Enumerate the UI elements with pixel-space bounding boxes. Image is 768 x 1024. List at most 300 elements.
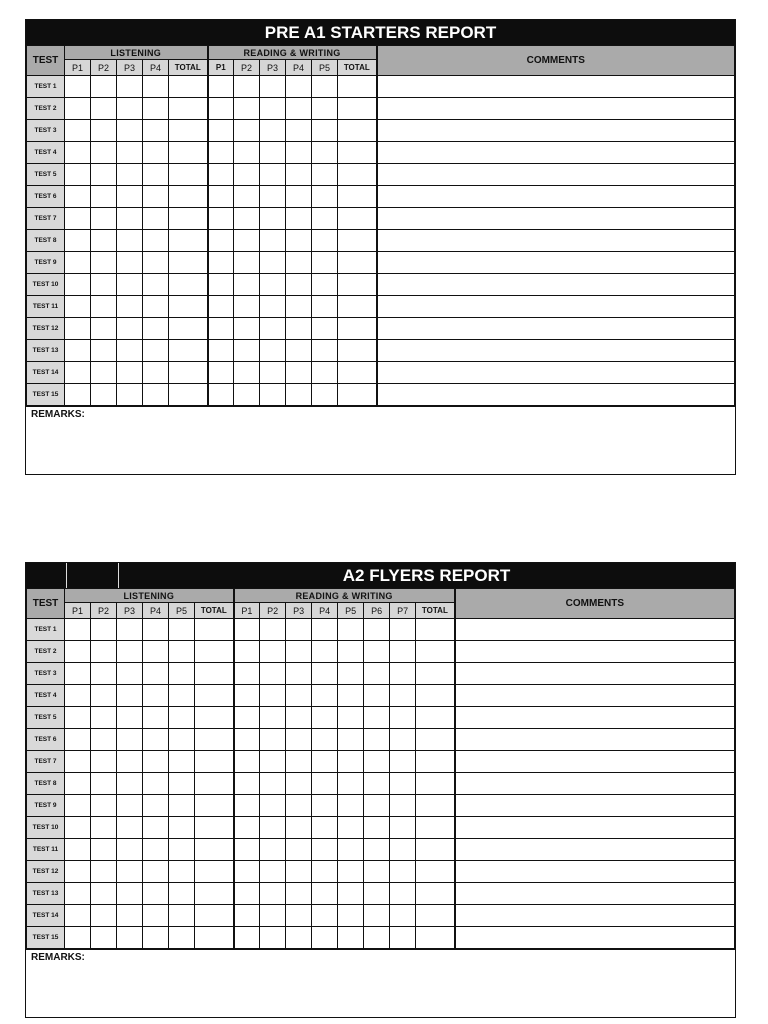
score-cell[interactable] bbox=[143, 663, 169, 685]
score-cell[interactable] bbox=[65, 186, 91, 208]
score-cell[interactable] bbox=[143, 98, 169, 120]
score-cell[interactable] bbox=[117, 751, 143, 773]
score-cell[interactable] bbox=[91, 751, 117, 773]
score-cell[interactable] bbox=[390, 663, 416, 685]
score-cell[interactable] bbox=[286, 362, 312, 384]
score-cell[interactable] bbox=[143, 905, 169, 927]
score-cell[interactable] bbox=[286, 384, 312, 406]
score-cell[interactable] bbox=[338, 274, 377, 296]
score-cell[interactable] bbox=[117, 120, 143, 142]
score-cell[interactable] bbox=[286, 685, 312, 707]
comment-cell[interactable] bbox=[455, 861, 735, 883]
score-cell[interactable] bbox=[65, 274, 91, 296]
score-cell[interactable] bbox=[91, 76, 117, 98]
score-cell[interactable] bbox=[169, 861, 195, 883]
score-cell[interactable] bbox=[91, 839, 117, 861]
score-cell[interactable] bbox=[260, 164, 286, 186]
score-cell[interactable] bbox=[286, 795, 312, 817]
score-cell[interactable] bbox=[338, 318, 377, 340]
comment-cell[interactable] bbox=[455, 663, 735, 685]
score-cell[interactable] bbox=[234, 186, 260, 208]
score-cell[interactable] bbox=[65, 663, 91, 685]
score-cell[interactable] bbox=[91, 883, 117, 905]
score-cell[interactable] bbox=[234, 927, 260, 949]
score-cell[interactable] bbox=[416, 927, 455, 949]
score-cell[interactable] bbox=[208, 208, 234, 230]
score-cell[interactable] bbox=[234, 685, 260, 707]
comment-cell[interactable] bbox=[377, 98, 735, 120]
score-cell[interactable] bbox=[260, 861, 286, 883]
score-cell[interactable] bbox=[117, 927, 143, 949]
score-cell[interactable] bbox=[91, 186, 117, 208]
comment-cell[interactable] bbox=[455, 795, 735, 817]
score-cell[interactable] bbox=[117, 905, 143, 927]
score-cell[interactable] bbox=[143, 76, 169, 98]
score-cell[interactable] bbox=[208, 98, 234, 120]
score-cell[interactable] bbox=[364, 707, 390, 729]
score-cell[interactable] bbox=[260, 707, 286, 729]
score-cell[interactable] bbox=[312, 318, 338, 340]
score-cell[interactable] bbox=[260, 318, 286, 340]
score-cell[interactable] bbox=[390, 751, 416, 773]
score-cell[interactable] bbox=[234, 230, 260, 252]
score-cell[interactable] bbox=[169, 186, 208, 208]
score-cell[interactable] bbox=[117, 795, 143, 817]
score-cell[interactable] bbox=[169, 230, 208, 252]
score-cell[interactable] bbox=[234, 76, 260, 98]
score-cell[interactable] bbox=[234, 142, 260, 164]
comment-cell[interactable] bbox=[455, 927, 735, 949]
score-cell[interactable] bbox=[286, 817, 312, 839]
score-cell[interactable] bbox=[390, 773, 416, 795]
score-cell[interactable] bbox=[117, 362, 143, 384]
score-cell[interactable] bbox=[286, 751, 312, 773]
score-cell[interactable] bbox=[338, 685, 364, 707]
score-cell[interactable] bbox=[312, 186, 338, 208]
score-cell[interactable] bbox=[338, 839, 364, 861]
score-cell[interactable] bbox=[143, 362, 169, 384]
score-cell[interactable] bbox=[195, 751, 234, 773]
score-cell[interactable] bbox=[169, 362, 208, 384]
score-cell[interactable] bbox=[338, 76, 377, 98]
score-cell[interactable] bbox=[286, 773, 312, 795]
comment-cell[interactable] bbox=[377, 76, 735, 98]
score-cell[interactable] bbox=[195, 619, 234, 641]
score-cell[interactable] bbox=[364, 641, 390, 663]
score-cell[interactable] bbox=[91, 274, 117, 296]
score-cell[interactable] bbox=[312, 707, 338, 729]
score-cell[interactable] bbox=[169, 795, 195, 817]
score-cell[interactable] bbox=[234, 208, 260, 230]
score-cell[interactable] bbox=[416, 861, 455, 883]
score-cell[interactable] bbox=[338, 230, 377, 252]
score-cell[interactable] bbox=[65, 927, 91, 949]
score-cell[interactable] bbox=[208, 274, 234, 296]
score-cell[interactable] bbox=[312, 619, 338, 641]
score-cell[interactable] bbox=[195, 663, 234, 685]
score-cell[interactable] bbox=[364, 927, 390, 949]
score-cell[interactable] bbox=[234, 839, 260, 861]
score-cell[interactable] bbox=[169, 76, 208, 98]
score-cell[interactable] bbox=[91, 230, 117, 252]
score-cell[interactable] bbox=[312, 817, 338, 839]
score-cell[interactable] bbox=[117, 340, 143, 362]
score-cell[interactable] bbox=[91, 318, 117, 340]
score-cell[interactable] bbox=[338, 707, 364, 729]
comment-cell[interactable] bbox=[455, 883, 735, 905]
score-cell[interactable] bbox=[338, 296, 377, 318]
score-cell[interactable] bbox=[390, 641, 416, 663]
score-cell[interactable] bbox=[65, 707, 91, 729]
score-cell[interactable] bbox=[364, 751, 390, 773]
score-cell[interactable] bbox=[65, 142, 91, 164]
score-cell[interactable] bbox=[195, 641, 234, 663]
score-cell[interactable] bbox=[312, 296, 338, 318]
score-cell[interactable] bbox=[260, 729, 286, 751]
score-cell[interactable] bbox=[195, 839, 234, 861]
score-cell[interactable] bbox=[338, 208, 377, 230]
score-cell[interactable] bbox=[143, 773, 169, 795]
comment-cell[interactable] bbox=[455, 839, 735, 861]
score-cell[interactable] bbox=[234, 252, 260, 274]
score-cell[interactable] bbox=[208, 164, 234, 186]
score-cell[interactable] bbox=[143, 707, 169, 729]
score-cell[interactable] bbox=[234, 905, 260, 927]
score-cell[interactable] bbox=[312, 795, 338, 817]
score-cell[interactable] bbox=[286, 927, 312, 949]
score-cell[interactable] bbox=[286, 208, 312, 230]
score-cell[interactable] bbox=[286, 142, 312, 164]
score-cell[interactable] bbox=[234, 362, 260, 384]
score-cell[interactable] bbox=[286, 641, 312, 663]
score-cell[interactable] bbox=[143, 384, 169, 406]
score-cell[interactable] bbox=[312, 98, 338, 120]
score-cell[interactable] bbox=[234, 164, 260, 186]
score-cell[interactable] bbox=[117, 164, 143, 186]
score-cell[interactable] bbox=[195, 861, 234, 883]
score-cell[interactable] bbox=[169, 619, 195, 641]
score-cell[interactable] bbox=[117, 98, 143, 120]
score-cell[interactable] bbox=[286, 120, 312, 142]
score-cell[interactable] bbox=[169, 839, 195, 861]
score-cell[interactable] bbox=[312, 839, 338, 861]
score-cell[interactable] bbox=[91, 795, 117, 817]
score-cell[interactable] bbox=[286, 318, 312, 340]
score-cell[interactable] bbox=[364, 619, 390, 641]
score-cell[interactable] bbox=[260, 296, 286, 318]
score-cell[interactable] bbox=[286, 230, 312, 252]
score-cell[interactable] bbox=[117, 685, 143, 707]
score-cell[interactable] bbox=[65, 296, 91, 318]
score-cell[interactable] bbox=[169, 751, 195, 773]
score-cell[interactable] bbox=[390, 685, 416, 707]
score-cell[interactable] bbox=[65, 773, 91, 795]
score-cell[interactable] bbox=[208, 340, 234, 362]
score-cell[interactable] bbox=[117, 861, 143, 883]
score-cell[interactable] bbox=[312, 641, 338, 663]
score-cell[interactable] bbox=[286, 296, 312, 318]
score-cell[interactable] bbox=[234, 619, 260, 641]
score-cell[interactable] bbox=[390, 795, 416, 817]
score-cell[interactable] bbox=[416, 751, 455, 773]
score-cell[interactable] bbox=[117, 729, 143, 751]
score-cell[interactable] bbox=[169, 142, 208, 164]
score-cell[interactable] bbox=[169, 120, 208, 142]
score-cell[interactable] bbox=[286, 905, 312, 927]
score-cell[interactable] bbox=[364, 861, 390, 883]
score-cell[interactable] bbox=[260, 641, 286, 663]
score-cell[interactable] bbox=[65, 729, 91, 751]
score-cell[interactable] bbox=[143, 230, 169, 252]
score-cell[interactable] bbox=[390, 905, 416, 927]
score-cell[interactable] bbox=[143, 883, 169, 905]
score-cell[interactable] bbox=[65, 252, 91, 274]
score-cell[interactable] bbox=[195, 817, 234, 839]
comment-cell[interactable] bbox=[377, 362, 735, 384]
score-cell[interactable] bbox=[208, 252, 234, 274]
score-cell[interactable] bbox=[416, 773, 455, 795]
score-cell[interactable] bbox=[143, 795, 169, 817]
score-cell[interactable] bbox=[260, 274, 286, 296]
score-cell[interactable] bbox=[143, 751, 169, 773]
score-cell[interactable] bbox=[234, 795, 260, 817]
score-cell[interactable] bbox=[260, 905, 286, 927]
score-cell[interactable] bbox=[208, 296, 234, 318]
score-cell[interactable] bbox=[169, 707, 195, 729]
comment-cell[interactable] bbox=[455, 641, 735, 663]
score-cell[interactable] bbox=[260, 751, 286, 773]
score-cell[interactable] bbox=[390, 817, 416, 839]
score-cell[interactable] bbox=[117, 252, 143, 274]
score-cell[interactable] bbox=[312, 208, 338, 230]
score-cell[interactable] bbox=[286, 729, 312, 751]
score-cell[interactable] bbox=[234, 861, 260, 883]
comment-cell[interactable] bbox=[377, 208, 735, 230]
score-cell[interactable] bbox=[143, 164, 169, 186]
score-cell[interactable] bbox=[117, 817, 143, 839]
score-cell[interactable] bbox=[208, 142, 234, 164]
score-cell[interactable] bbox=[65, 208, 91, 230]
score-cell[interactable] bbox=[286, 164, 312, 186]
score-cell[interactable] bbox=[312, 384, 338, 406]
score-cell[interactable] bbox=[91, 296, 117, 318]
score-cell[interactable] bbox=[143, 729, 169, 751]
score-cell[interactable] bbox=[234, 120, 260, 142]
score-cell[interactable] bbox=[91, 663, 117, 685]
score-cell[interactable] bbox=[208, 384, 234, 406]
score-cell[interactable] bbox=[364, 663, 390, 685]
score-cell[interactable] bbox=[338, 120, 377, 142]
score-cell[interactable] bbox=[117, 296, 143, 318]
score-cell[interactable] bbox=[91, 773, 117, 795]
score-cell[interactable] bbox=[286, 663, 312, 685]
score-cell[interactable] bbox=[338, 883, 364, 905]
score-cell[interactable] bbox=[312, 883, 338, 905]
score-cell[interactable] bbox=[195, 729, 234, 751]
comment-cell[interactable] bbox=[377, 296, 735, 318]
score-cell[interactable] bbox=[234, 817, 260, 839]
score-cell[interactable] bbox=[286, 98, 312, 120]
score-cell[interactable] bbox=[260, 186, 286, 208]
comment-cell[interactable] bbox=[455, 729, 735, 751]
score-cell[interactable] bbox=[338, 340, 377, 362]
score-cell[interactable] bbox=[65, 817, 91, 839]
score-cell[interactable] bbox=[286, 883, 312, 905]
score-cell[interactable] bbox=[195, 905, 234, 927]
score-cell[interactable] bbox=[260, 883, 286, 905]
score-cell[interactable] bbox=[91, 120, 117, 142]
score-cell[interactable] bbox=[260, 384, 286, 406]
score-cell[interactable] bbox=[117, 839, 143, 861]
score-cell[interactable] bbox=[91, 142, 117, 164]
score-cell[interactable] bbox=[260, 340, 286, 362]
score-cell[interactable] bbox=[65, 861, 91, 883]
score-cell[interactable] bbox=[195, 707, 234, 729]
score-cell[interactable] bbox=[169, 252, 208, 274]
score-cell[interactable] bbox=[312, 861, 338, 883]
score-cell[interactable] bbox=[143, 641, 169, 663]
score-cell[interactable] bbox=[312, 905, 338, 927]
score-cell[interactable] bbox=[208, 186, 234, 208]
score-cell[interactable] bbox=[117, 318, 143, 340]
comment-cell[interactable] bbox=[377, 186, 735, 208]
score-cell[interactable] bbox=[364, 685, 390, 707]
score-cell[interactable] bbox=[364, 729, 390, 751]
score-cell[interactable] bbox=[91, 98, 117, 120]
score-cell[interactable] bbox=[91, 252, 117, 274]
score-cell[interactable] bbox=[65, 883, 91, 905]
score-cell[interactable] bbox=[117, 619, 143, 641]
score-cell[interactable] bbox=[91, 817, 117, 839]
score-cell[interactable] bbox=[91, 340, 117, 362]
score-cell[interactable] bbox=[208, 76, 234, 98]
score-cell[interactable] bbox=[260, 927, 286, 949]
comment-cell[interactable] bbox=[455, 751, 735, 773]
score-cell[interactable] bbox=[91, 729, 117, 751]
score-cell[interactable] bbox=[91, 861, 117, 883]
score-cell[interactable] bbox=[65, 619, 91, 641]
score-cell[interactable] bbox=[260, 839, 286, 861]
comment-cell[interactable] bbox=[377, 142, 735, 164]
score-cell[interactable] bbox=[338, 905, 364, 927]
score-cell[interactable] bbox=[312, 362, 338, 384]
score-cell[interactable] bbox=[143, 120, 169, 142]
score-cell[interactable] bbox=[312, 230, 338, 252]
score-cell[interactable] bbox=[260, 230, 286, 252]
score-cell[interactable] bbox=[91, 707, 117, 729]
score-cell[interactable] bbox=[169, 318, 208, 340]
score-cell[interactable] bbox=[286, 274, 312, 296]
score-cell[interactable] bbox=[65, 76, 91, 98]
score-cell[interactable] bbox=[416, 707, 455, 729]
score-cell[interactable] bbox=[390, 619, 416, 641]
score-cell[interactable] bbox=[65, 751, 91, 773]
score-cell[interactable] bbox=[117, 230, 143, 252]
score-cell[interactable] bbox=[65, 362, 91, 384]
comment-cell[interactable] bbox=[455, 707, 735, 729]
score-cell[interactable] bbox=[338, 362, 377, 384]
score-cell[interactable] bbox=[364, 905, 390, 927]
score-cell[interactable] bbox=[169, 641, 195, 663]
score-cell[interactable] bbox=[312, 340, 338, 362]
score-cell[interactable] bbox=[91, 362, 117, 384]
score-cell[interactable] bbox=[91, 619, 117, 641]
score-cell[interactable] bbox=[65, 384, 91, 406]
score-cell[interactable] bbox=[312, 685, 338, 707]
score-cell[interactable] bbox=[338, 729, 364, 751]
score-cell[interactable] bbox=[65, 120, 91, 142]
score-cell[interactable] bbox=[286, 839, 312, 861]
score-cell[interactable] bbox=[312, 773, 338, 795]
score-cell[interactable] bbox=[234, 274, 260, 296]
score-cell[interactable] bbox=[234, 318, 260, 340]
score-cell[interactable] bbox=[65, 905, 91, 927]
score-cell[interactable] bbox=[338, 861, 364, 883]
score-cell[interactable] bbox=[260, 98, 286, 120]
score-cell[interactable] bbox=[143, 927, 169, 949]
score-cell[interactable] bbox=[338, 252, 377, 274]
score-cell[interactable] bbox=[65, 340, 91, 362]
score-cell[interactable] bbox=[416, 729, 455, 751]
comment-cell[interactable] bbox=[377, 340, 735, 362]
score-cell[interactable] bbox=[260, 773, 286, 795]
score-cell[interactable] bbox=[364, 839, 390, 861]
score-cell[interactable] bbox=[169, 274, 208, 296]
score-cell[interactable] bbox=[65, 318, 91, 340]
score-cell[interactable] bbox=[91, 208, 117, 230]
score-cell[interactable] bbox=[338, 773, 364, 795]
score-cell[interactable] bbox=[143, 208, 169, 230]
score-cell[interactable] bbox=[117, 641, 143, 663]
comment-cell[interactable] bbox=[377, 318, 735, 340]
score-cell[interactable] bbox=[169, 98, 208, 120]
comment-cell[interactable] bbox=[377, 164, 735, 186]
score-cell[interactable] bbox=[65, 839, 91, 861]
score-cell[interactable] bbox=[416, 619, 455, 641]
score-cell[interactable] bbox=[117, 186, 143, 208]
score-cell[interactable] bbox=[195, 795, 234, 817]
score-cell[interactable] bbox=[312, 120, 338, 142]
score-cell[interactable] bbox=[390, 883, 416, 905]
score-cell[interactable] bbox=[286, 76, 312, 98]
score-cell[interactable] bbox=[169, 663, 195, 685]
score-cell[interactable] bbox=[169, 883, 195, 905]
score-cell[interactable] bbox=[117, 663, 143, 685]
score-cell[interactable] bbox=[338, 164, 377, 186]
score-cell[interactable] bbox=[169, 927, 195, 949]
score-cell[interactable] bbox=[169, 208, 208, 230]
comment-cell[interactable] bbox=[377, 252, 735, 274]
score-cell[interactable] bbox=[416, 883, 455, 905]
score-cell[interactable] bbox=[169, 164, 208, 186]
score-cell[interactable] bbox=[169, 685, 195, 707]
score-cell[interactable] bbox=[234, 384, 260, 406]
score-cell[interactable] bbox=[143, 861, 169, 883]
score-cell[interactable] bbox=[169, 384, 208, 406]
score-cell[interactable] bbox=[234, 883, 260, 905]
score-cell[interactable] bbox=[65, 164, 91, 186]
score-cell[interactable] bbox=[143, 340, 169, 362]
score-cell[interactable] bbox=[260, 252, 286, 274]
score-cell[interactable] bbox=[234, 729, 260, 751]
score-cell[interactable] bbox=[338, 142, 377, 164]
score-cell[interactable] bbox=[234, 296, 260, 318]
score-cell[interactable] bbox=[416, 641, 455, 663]
score-cell[interactable] bbox=[143, 252, 169, 274]
score-cell[interactable] bbox=[234, 773, 260, 795]
score-cell[interactable] bbox=[195, 883, 234, 905]
score-cell[interactable] bbox=[195, 773, 234, 795]
